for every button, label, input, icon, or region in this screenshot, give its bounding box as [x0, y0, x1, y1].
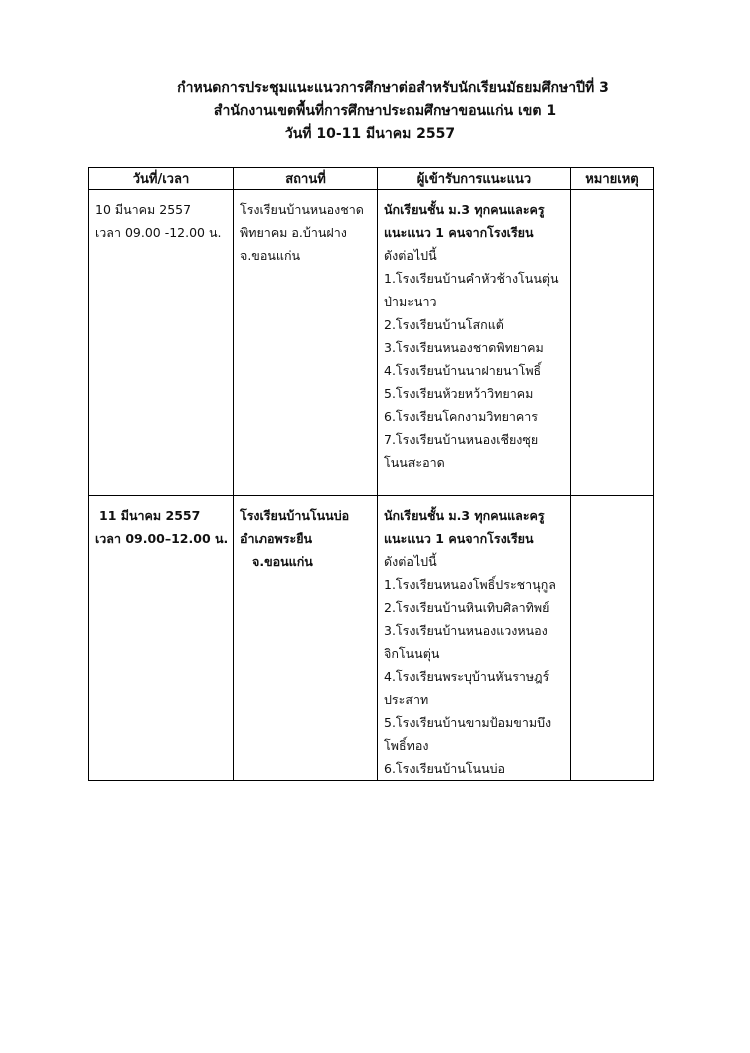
table-header-row [89, 168, 654, 190]
attendees-cell [378, 496, 571, 781]
school-list-item: 4.โรงเรียนบ้านนาฝายนาโพธิ์ [384, 363, 542, 378]
school-list-item: 5.โรงเรียนห้วยหว้าวิทยาคม [384, 386, 534, 401]
school-list-item: 2.โรงเรียนบ้านโสกแต้ [384, 317, 504, 332]
place-line: จ.ขอนแก่น [240, 248, 301, 263]
time-text: เวลา 09.00–12.00 น. [95, 531, 229, 546]
schedule-table [88, 167, 654, 781]
place-line: พิทยาคม อ.บ้านฝาง [240, 225, 347, 240]
school-list-item: โนนสะอาด [384, 455, 445, 470]
attendee-follow-text: ดังต่อไปนี้ [384, 248, 437, 263]
attendee-intro-line: นักเรียนชั้น ม.3 ทุกคนและครู [384, 508, 545, 523]
document-date-range: วันที่ 10-11 มีนาคม 2557 [284, 126, 456, 142]
place-line: โรงเรียนบ้านหนองชาด [240, 202, 364, 217]
school-list-item: 1.โรงเรียนบ้านคำหัวช้างโนนตุ่น [384, 271, 559, 286]
place-line: โรงเรียนบ้านโนนบ่อ [240, 508, 350, 523]
column-header-place: สถานที่ [234, 168, 378, 190]
column-header-attendees: ผู้เข้ารับการแนะแนว [378, 168, 571, 190]
school-list-item: ประสาท [384, 692, 429, 707]
school-list-item: 6.โรงเรียนบ้านโนนบ่อ [384, 761, 506, 776]
school-list-item: 2.โรงเรียนบ้านหินเทิบศิลาทิพย์ [384, 600, 550, 615]
school-list-item: 5.โรงเรียนบ้านขามป้อมขามบึง [384, 715, 552, 730]
attendee-intro-line: นักเรียนชั้น ม.3 ทุกคนและครู [384, 202, 545, 217]
date-cell [89, 496, 234, 781]
attendee-intro-line: แนะแนว 1 คนจากโรงเรียน [384, 225, 534, 240]
table-row [89, 190, 654, 496]
column-header-note: หมายเหตุ [571, 168, 654, 190]
attendees-cell [378, 190, 571, 496]
school-list-item: 7.โรงเรียนบ้านหนองเชียงซุย [384, 432, 539, 447]
school-list-item: 4.โรงเรียนพระบุบ้านหันราษฎร์ [384, 669, 550, 684]
attendee-intro-line: แนะแนว 1 คนจากโรงเรียน [384, 531, 534, 546]
school-list-item: 3.โรงเรียนบ้านหนองแวงหนอง [384, 623, 548, 638]
place-cell [234, 190, 378, 496]
document-subtitle-office: สำนักงานเขตพื้นที่การศึกษาประถมศึกษาขอนแก่น เขต 1 [213, 103, 557, 119]
note-cell [571, 190, 654, 496]
school-list-item: 3.โรงเรียนหนองชาดพิทยาคม [384, 340, 544, 355]
table-row [89, 496, 654, 781]
school-list-item: 6.โรงเรียนโคกงามวิทยาคาร [384, 409, 539, 424]
school-list-item: 1.โรงเรียนหนองโพธิ์ประชานุกูล [384, 577, 556, 592]
place-line: จ.ขอนแก่น [252, 554, 313, 569]
column-header-date: วันที่/เวลา [89, 168, 234, 190]
note-cell [571, 496, 654, 781]
date-text: 11 มีนาคม 2557 [99, 508, 201, 523]
place-cell [234, 496, 378, 781]
school-list-item: ป่ามะนาว [384, 294, 437, 309]
school-list-item: โพธิ์ทอง [384, 738, 429, 753]
time-text: เวลา 09.00 -12.00 น. [95, 225, 222, 240]
document-title: กำหนดการประชุมแนะแนวการศึกษาต่อสำหรับนักเรียนมัธยมศึกษาปีที่ 3 [177, 80, 609, 96]
date-text: 10 มีนาคม 2557 [95, 202, 192, 217]
school-list-item: จิกโนนตุ่น [384, 646, 440, 661]
place-line: อำเภอพระยืน [240, 531, 313, 546]
date-cell [89, 190, 234, 496]
attendee-follow-text: ดังต่อไปนี้ [384, 554, 437, 569]
